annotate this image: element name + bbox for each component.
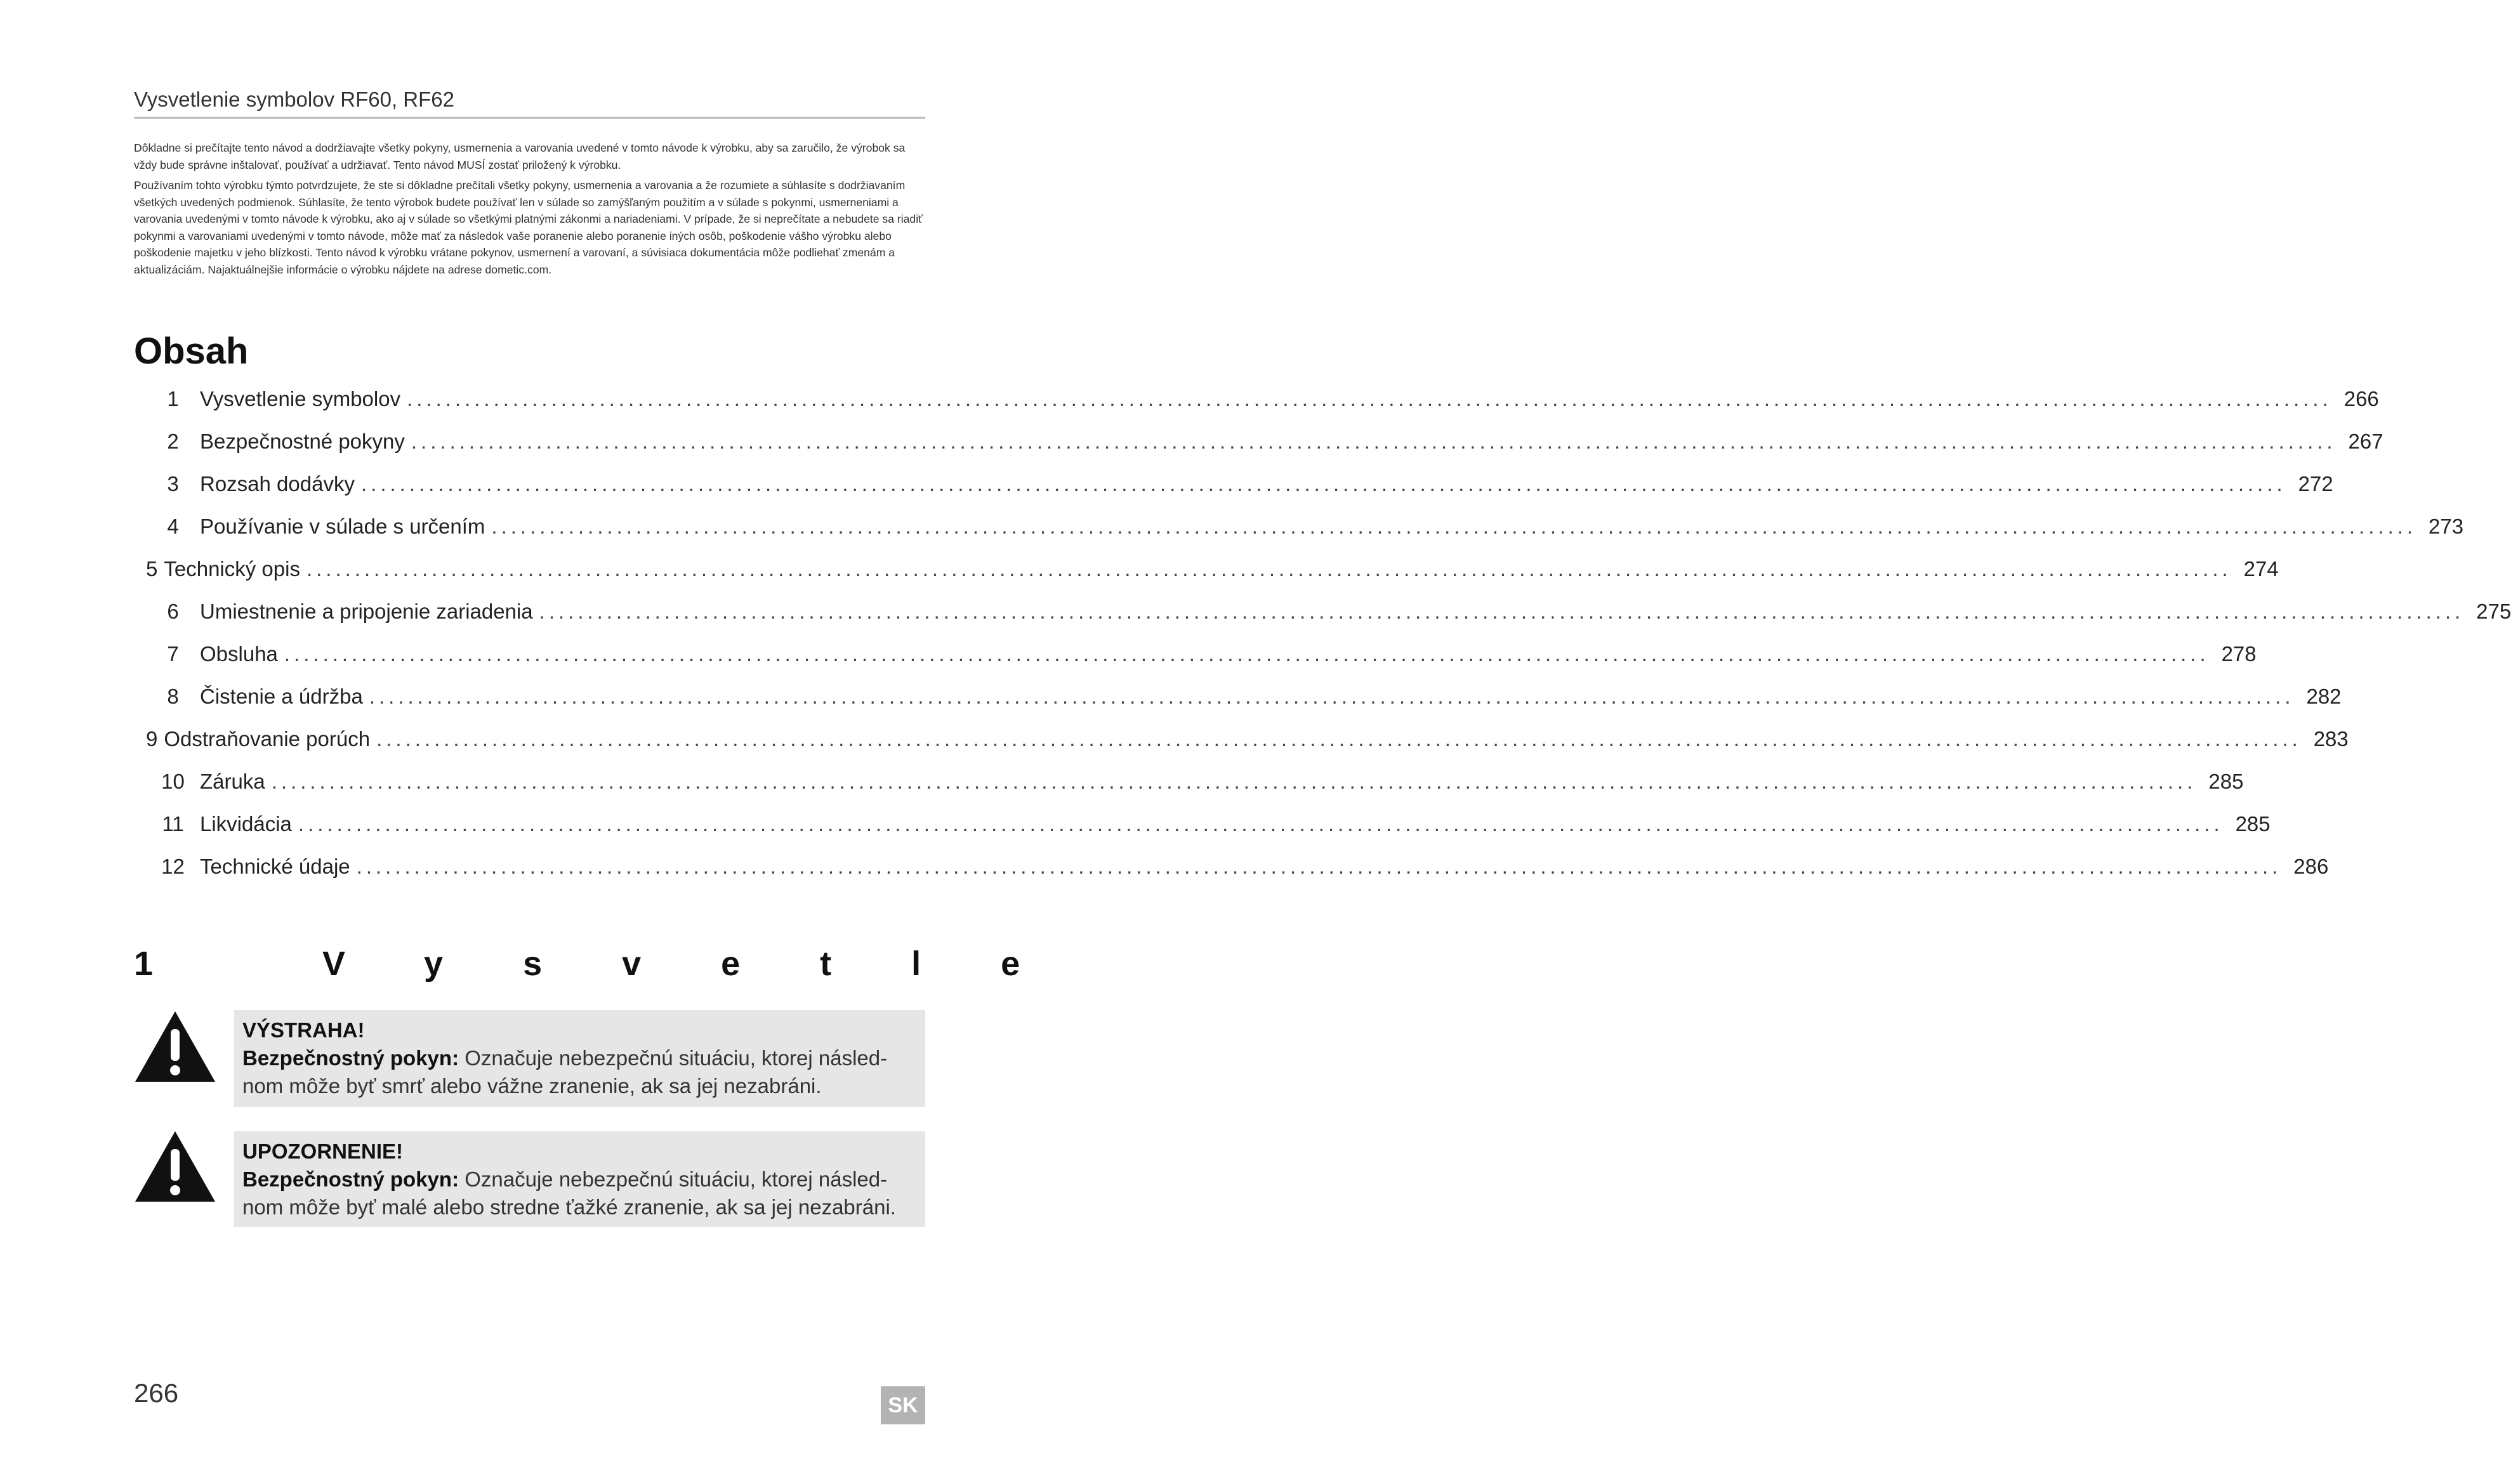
toc-entry[interactable]: [146, 515, 2464, 557]
toc-entry[interactable]: [146, 642, 2257, 685]
caution-notice: [234, 1131, 925, 1227]
toc-entry-page: 272: [2298, 472, 2333, 496]
notice-title: VÝSTRAHA!: [242, 1018, 365, 1042]
toc-dot-leader: ........................................................................................................................................................................................................: [491, 515, 2417, 538]
toc-title: Obsah: [134, 331, 249, 372]
toc-dot-leader: ........................................................................................................................................................................................................: [376, 727, 2302, 751]
intro-text: [134, 140, 925, 282]
toc-entry-label: Likvidácia: [200, 812, 292, 836]
toc-entry[interactable]: [146, 855, 2329, 897]
toc-dot-leader: ........................................................................................................................................................................................................: [369, 685, 2295, 708]
notice-text: Označuje nebezpečnú situáciu, ktorej násled- nom môže byť malé alebo stredne ťažké zranenie, ak sa jej nezabráni.: [242, 1167, 896, 1219]
toc-entry-number: 4: [167, 515, 179, 538]
toc-dot-leader: ........................................................................................................................................................................................................: [306, 557, 2232, 581]
toc-entry-number: 6: [167, 600, 179, 623]
toc-entry[interactable]: [146, 472, 2333, 515]
section-heading: 1 Vysvetle: [134, 945, 1100, 983]
warning-triangle-icon: [134, 1010, 216, 1083]
toc-entry-label: Odstraňovanie porúch: [164, 727, 371, 751]
toc-entry-label: Rozsah dodávky: [200, 472, 355, 496]
toc-entry-number: 12: [161, 855, 185, 878]
toc-entry-number: 10: [161, 770, 185, 793]
toc-entry-number: 8: [167, 685, 179, 708]
toc-entry-label: Technické údaje: [200, 855, 350, 878]
toc-entry-number: 9: [146, 727, 158, 751]
toc-entry-page: 286: [2293, 855, 2329, 878]
warning-triangle-icon: [134, 1130, 216, 1203]
toc-entry-page: 266: [2343, 387, 2379, 410]
notice-title: UPOZORNENIE!: [242, 1139, 404, 1163]
notice-text: Označuje nebezpečnú situáciu, ktorej násled- nom môže byť smrť alebo vážne zranenie, ak sa jej nezabráni.: [242, 1046, 888, 1098]
header-divider: [134, 117, 925, 119]
toc-entry-number: 11: [162, 812, 184, 836]
toc-entry[interactable]: [146, 685, 2342, 727]
toc-entry-label: Používanie v súlade s určením: [200, 515, 485, 538]
warning-notice: [234, 1010, 925, 1107]
toc-entry-page: 285: [2208, 770, 2244, 793]
toc-entry-label: Čistenie a údržba: [200, 685, 363, 708]
toc-dot-leader: ........................................................................................................................................................................................................: [411, 430, 2336, 453]
toc-entry-page: 273: [2429, 515, 2464, 538]
toc-entry[interactable]: [146, 600, 2511, 642]
toc-entry[interactable]: [146, 727, 2349, 770]
toc-entry-label: Vysvetlenie symbolov: [200, 387, 401, 410]
toc-entry-number: 3: [167, 472, 179, 496]
notice-lead: Bezpečnostný pokyn:: [242, 1046, 459, 1070]
toc-entry-page: 275: [2476, 600, 2511, 623]
toc-dot-leader: ........................................................................................................................................................................................................: [298, 812, 2224, 836]
toc-entry-page: 267: [2348, 430, 2383, 453]
toc-entry-label: Obsluha: [200, 642, 278, 666]
toc-dot-leader: ........................................................................................................................................................................................................: [539, 600, 2465, 623]
toc-entry-number: 7: [167, 642, 179, 666]
toc-dot-leader: ........................................................................................................................................................................................................: [356, 855, 2282, 878]
toc-entry-page: 282: [2306, 685, 2342, 708]
page-header-title: Vysvetlenie symbolov RF60, RF62: [134, 88, 454, 111]
language-badge: SK: [881, 1386, 925, 1424]
toc-entry-number: 2: [167, 430, 179, 453]
notice-body: [242, 1044, 916, 1100]
toc-entry[interactable]: [146, 770, 2244, 812]
toc-entry-label: Technický opis: [164, 557, 300, 581]
toc-entry-label: Záruka: [200, 770, 265, 793]
toc-entry[interactable]: [146, 812, 2270, 855]
notice-body: [242, 1166, 916, 1221]
toc-entry-label: Bezpečnostné pokyny: [200, 430, 405, 453]
toc-entry-page: 278: [2221, 642, 2257, 666]
toc-entry[interactable]: [146, 387, 2379, 430]
toc-entry-page: 285: [2235, 812, 2270, 836]
toc-entry-page: 274: [2243, 557, 2279, 581]
toc-dot-leader: ........................................................................................................................................................................................................: [360, 472, 2286, 496]
toc-entry-label: Umiestnenie a pripojenie zariadenia: [200, 600, 533, 623]
notice-lead: Bezpečnostný pokyn:: [242, 1167, 459, 1191]
toc-entry-page: 283: [2313, 727, 2349, 751]
toc-entry[interactable]: [146, 430, 2383, 472]
toc-entry[interactable]: [146, 557, 2279, 600]
toc-entry-number: 5: [146, 557, 158, 581]
toc-dot-leader: ........................................................................................................................................................................................................: [271, 770, 2197, 793]
toc-dot-leader: ........................................................................................................................................................................................................: [407, 387, 2332, 410]
table-of-contents: [146, 387, 2511, 897]
toc-dot-leader: ........................................................................................................................................................................................................: [284, 642, 2210, 666]
intro-paragraph-2: Používaním tohto výrobku týmto potvrdzujete, že ste si dôkladne prečítali všetky pokyny, usmernenia a varovania a že rozumiete a súhlasíte s dodržiavaním všetkých uvedených podmienok. Súhlasíte, že tento výrobok budete používať len v súlade so zamýšľaným použitím a v súlade s pokynmi, usmerneniami a varovania uvedenými v tomto návode k výrobku, ako aj v súlade so všetkými platnými zákonmi a nariadeniami. V prípade, že si neprečítate a nebudete sa riadiť pokynmi a varovaniami uvedenými v tomto návode, môže mať za následok vaše poranenie alebo poranenie iných osôb, poškodenie vášho výrobku alebo poškodenie majetku v jeho blízkosti. Tento návod k výrobku vrátane pokynov, usmernení a varovaní, a súvisiaca dokumentácia môže podliehať zmenám a aktualizáciám. Najaktuálnejšie informácie o výrobku nájdete na adrese dometic.com.: [134, 179, 923, 276]
toc-entry-number: 1: [167, 387, 179, 410]
intro-paragraph-1: Dôkladne si prečítajte tento návod a dodržiavajte všetky pokyny, usmernenia a varovania uvedené v tomto návode k výrobku, aby sa zaručilo, že výrobok sa vždy bude správne inštalovať, používať a udržiavať. Tento návod MUSÍ zostať priložený k výrobku.: [134, 141, 906, 171]
page-number: 266: [134, 1378, 179, 1408]
